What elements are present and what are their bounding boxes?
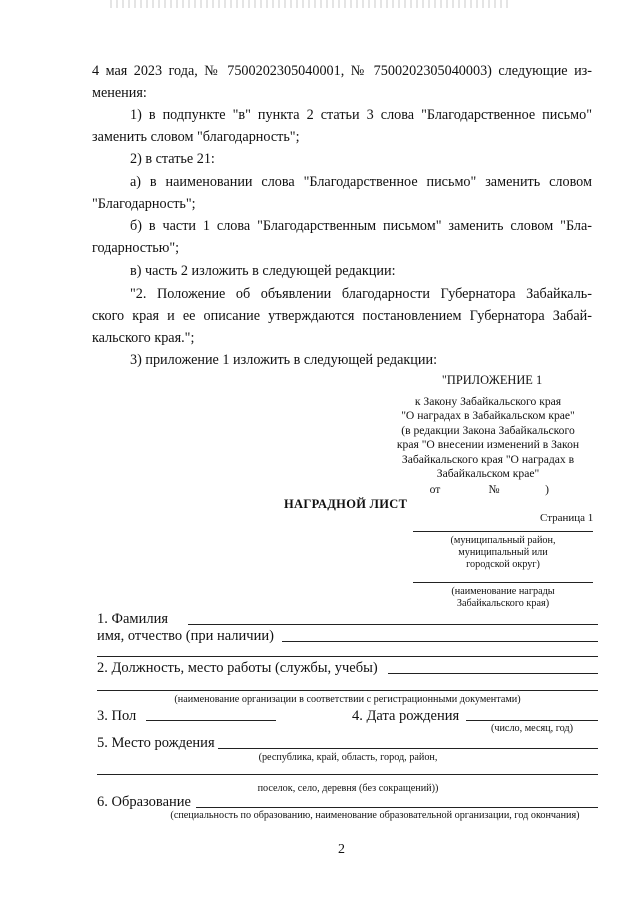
body-line: "Благодарность"; (92, 196, 196, 212)
body-line: ского края и ее описание утверждаются постановлением Губернатора Забай- (92, 308, 592, 324)
body-line: 2) в статье 21: (130, 151, 215, 167)
education-field[interactable] (196, 807, 598, 808)
appendix-line: Забайкальском крае" (436, 467, 540, 480)
award-name-line[interactable] (413, 582, 593, 583)
body-line: 3) приложение 1 изложить в следующей редакции: (130, 352, 438, 368)
body-line: а) в наименовании слова "Благодарственное письмо" заменить словом (130, 174, 592, 190)
form-page-label: Страница 1 (540, 512, 594, 524)
gender-field[interactable] (146, 720, 276, 721)
body-line: годарностью"; (92, 240, 180, 256)
position-workplace-label: 2. Должность, место работы (службы, учебы) (97, 660, 378, 676)
body-line: в) часть 2 изложить в следующей редакции: (130, 263, 396, 279)
birthplace-line[interactable] (97, 774, 598, 775)
surname-label: 1. Фамилия (97, 611, 168, 627)
district-hint: муниципальный или (458, 547, 548, 558)
appendix-number-label: № (488, 483, 500, 496)
birthplace-hint: (республика, край, область, город, район, (258, 752, 438, 763)
award-hint: (наименование награды (451, 586, 555, 597)
appendix-line: к Закону Забайкальского края (414, 395, 562, 408)
gender-label: 3. Пол (97, 708, 137, 724)
appendix-close: ) (545, 483, 549, 496)
appendix-line: края "О внесении изменений в Закон (396, 438, 580, 451)
award-hint: Забайкальского края) (456, 598, 550, 609)
body-line: б) в части 1 слова "Благодарственным письмом" заменить словом "Бла- (130, 218, 592, 234)
birth-date-hint: (число, месяц, год) (490, 723, 574, 734)
birth-date-field[interactable] (466, 720, 598, 721)
district-hint: городской округ) (466, 559, 540, 570)
appendix-title: "ПРИЛОЖЕНИЕ 1 (441, 373, 543, 387)
form-title: НАГРАДНОЙ ЛИСТ (284, 497, 408, 511)
appendix-date-label: от (429, 483, 441, 496)
birthplace-label: 5. Место рождения (97, 735, 215, 751)
name-extra-line[interactable] (97, 656, 598, 657)
appendix-line: Забайкальского края "О наградах в (401, 453, 575, 466)
page-number: 2 (338, 842, 345, 857)
name-patronymic-field[interactable] (282, 641, 598, 642)
body-line: "2. Положение об объявлении благодарности Губернатора Забайкаль- (130, 286, 592, 302)
body-line: кальского края."; (92, 330, 195, 346)
body-line: менения: (92, 85, 147, 101)
surname-field[interactable] (188, 624, 598, 625)
position-workplace-line[interactable] (97, 690, 598, 691)
appendix-line: "О наградах в Забайкальском крае" (401, 409, 575, 422)
appendix-line: (в редакции Закона Забайкальского (401, 424, 575, 437)
birthplace-field[interactable] (218, 748, 598, 749)
district-line[interactable] (413, 531, 593, 532)
position-workplace-field[interactable] (388, 673, 598, 674)
scan-artifact (110, 0, 510, 8)
name-patronymic-label: имя, отчество (при наличии) (97, 628, 274, 644)
birthplace-hint: поселок, село, деревня (без сокращений)) (257, 783, 439, 794)
organization-hint: (наименование организации в соответствии с регистрационными документами) (174, 694, 521, 705)
education-hint: (специальность по образованию, наименование образовательной организации, год окончания) (170, 810, 580, 821)
body-line: 4 мая 2023 года, № 7500202305040001, № 7500202305040003) следующие из- (92, 63, 592, 79)
district-hint: (муниципальный район, (450, 535, 556, 546)
body-line: 1) в подпункте "в" пункта 2 статьи 3 слова "Благодарственное письмо" (130, 107, 592, 123)
body-line: заменить словом "благодарность"; (92, 129, 300, 145)
education-label: 6. Образование (97, 794, 191, 810)
birth-date-label: 4. Дата рождения (352, 708, 460, 724)
